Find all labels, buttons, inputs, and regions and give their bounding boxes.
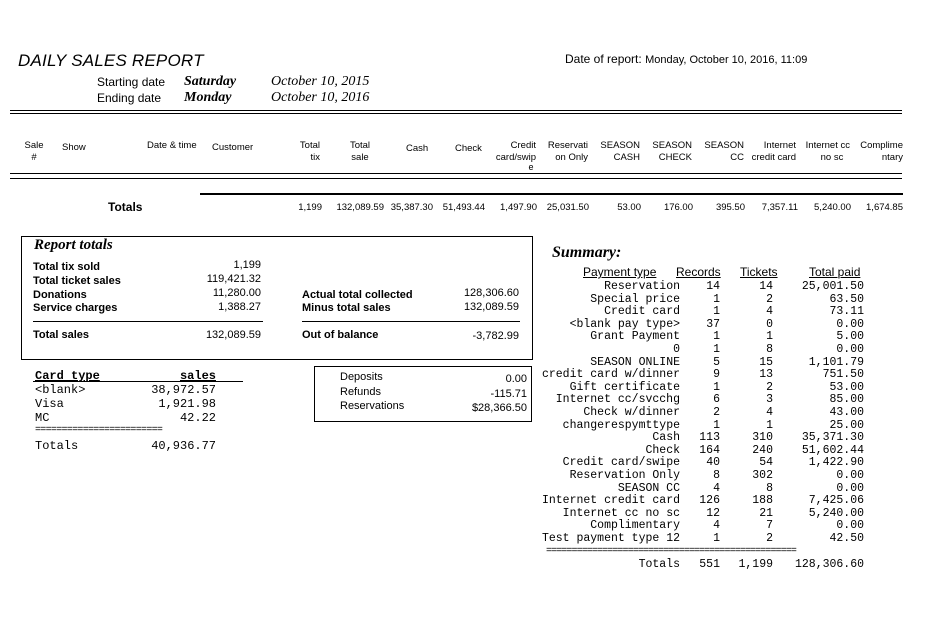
summary-row-paid: 25.00 <box>829 418 864 432</box>
col-season-cc: SEASON CC <box>704 140 744 163</box>
summary-row-type: Complimentary <box>590 519 680 533</box>
col-sale: Sale # <box>24 140 44 163</box>
rt-label: Total ticket sales <box>33 275 121 287</box>
divider <box>10 178 902 179</box>
summary-row-tickets: 3 <box>766 393 773 407</box>
summary-row-records: 1 <box>713 305 720 319</box>
summary-row-tickets: 21 <box>759 506 773 520</box>
summary-row-type: Check w/dinner <box>583 406 680 419</box>
totals-reservation: 25,031.50 <box>546 202 589 213</box>
summary-row <box>540 369 870 382</box>
minus-total-sales-label: Minus total sales <box>302 302 391 314</box>
card-separator: ======================== <box>35 425 163 436</box>
card-type: MC <box>35 411 50 425</box>
rt-label: Total tix sold <box>33 261 101 273</box>
report-title: DAILY SALES REPORT <box>18 51 204 70</box>
summary-row <box>540 294 870 307</box>
summary-row-type: Credit card/swipe <box>562 456 680 470</box>
summary-row-type: Reservation <box>604 280 680 293</box>
summary-row-records: 1 <box>713 532 720 545</box>
totals-check: 51,493.44 <box>442 202 485 213</box>
totals-credit: 1,497.90 <box>500 202 537 213</box>
summary-header-tickets: Tickets <box>740 265 778 279</box>
col-internet-cc: Internet credit card <box>751 140 796 163</box>
summary-row-paid: 51,602.44 <box>801 443 864 457</box>
summary-row-records: 40 <box>706 456 720 470</box>
summary-row-type: credit card w/dinner <box>541 368 680 382</box>
summary-row-type: Internet credit card <box>541 494 680 508</box>
summary-row-records: 6 <box>713 393 720 407</box>
totals-season-cash: 53.00 <box>617 202 641 213</box>
summary-row-records: 4 <box>713 519 720 533</box>
col-season-cash: SEASON CASH <box>600 140 640 163</box>
summary-row-records: 37 <box>706 317 720 331</box>
summary-row-records: 14 <box>706 280 720 293</box>
rt-value: 1,199 <box>233 259 261 271</box>
summary-row-tickets: 15 <box>759 355 773 369</box>
starting-date: October 10, 2015 <box>271 74 370 89</box>
totals-internet-cc-no-sc: 5,240.00 <box>814 202 851 213</box>
totals-complimentary: 1,674.85 <box>866 202 903 213</box>
summary-row-type: Reservation Only <box>569 469 680 482</box>
totals-sale: 132,089.59 <box>336 202 384 213</box>
summary-totals-tickets: 1,199 <box>738 558 773 571</box>
summary-row-type: Test payment type 12 <box>541 532 680 545</box>
summary-row <box>540 306 870 319</box>
summary-row-type: Internet cc/svcchg <box>555 393 680 407</box>
summary-row-paid: 0.00 <box>836 469 864 482</box>
summary-row-tickets: 310 <box>752 431 773 445</box>
summary-separator: ================================================= <box>546 546 796 557</box>
summary-row-records: 113 <box>699 431 720 445</box>
report-date <box>565 52 807 66</box>
card-type: Visa <box>35 397 64 411</box>
total-sales-value: 132,089.59 <box>205 329 261 341</box>
summary-row-tickets: 240 <box>752 443 773 457</box>
report-date-label: Date of report: <box>565 52 642 66</box>
rt-value: 119,421.32 <box>206 273 261 285</box>
summary-row-type: Grant Payment <box>590 330 680 344</box>
divider <box>302 321 520 322</box>
summary-row-records: 4 <box>713 481 720 495</box>
totals-tix: 1,199 <box>298 202 322 213</box>
summary-row-tickets: 4 <box>766 406 773 419</box>
ending-date-label: Ending date <box>97 91 162 105</box>
summary-row-type: Internet cc no sc <box>562 506 680 520</box>
summary-row-type: SEASON CC <box>617 481 680 495</box>
divider <box>10 173 902 174</box>
summary-row-records: 1 <box>713 418 720 432</box>
card-type-header: Card type <box>35 369 100 383</box>
reservations-value: $28,366.50 <box>471 402 527 414</box>
summary-row-paid: 25,001.50 <box>801 280 864 293</box>
summary-row-records: 1 <box>713 380 720 394</box>
col-total-sale: Total sale <box>349 140 371 163</box>
refunds-value: -115.71 <box>490 388 527 400</box>
divider <box>33 321 263 322</box>
summary-row-records: 5 <box>713 355 720 369</box>
summary-row-tickets: 2 <box>766 380 773 394</box>
col-cash: Cash <box>406 143 429 154</box>
summary-row-tickets: 2 <box>766 292 773 306</box>
summary-row-type: changerespymttype <box>562 418 680 432</box>
summary-totals-label: Totals <box>638 558 680 571</box>
col-customer: Customer <box>212 142 254 153</box>
summary-row <box>540 331 870 344</box>
summary-header-records: Records <box>676 265 721 279</box>
divider <box>10 110 902 111</box>
summary-row-paid: 35,371.30 <box>801 431 864 445</box>
summary-row-tickets: 7 <box>766 519 773 533</box>
summary-row-paid: 5.00 <box>836 330 864 344</box>
out-of-balance-value: -3,782.99 <box>472 330 519 342</box>
summary-row-type: Gift certificate <box>569 380 680 394</box>
summary-row-tickets: 14 <box>759 280 773 293</box>
summary-row-records: 9 <box>713 368 720 382</box>
summary-row-tickets: 8 <box>766 343 773 356</box>
col-check: Check <box>455 143 482 154</box>
summary-row-type: 0 <box>673 343 680 356</box>
summary-row-paid: 42.50 <box>829 532 864 545</box>
out-of-balance-label: Out of balance <box>302 329 379 341</box>
summary-row-tickets: 1 <box>766 330 773 344</box>
divider <box>33 381 243 382</box>
summary-row <box>540 344 870 357</box>
card-sales: 1,921.98 <box>158 397 216 411</box>
summary-row-records: 164 <box>699 443 720 457</box>
actual-collected-label: Actual total collected <box>302 289 413 301</box>
summary-row <box>540 407 870 420</box>
card-totals-value: 40,936.77 <box>151 439 216 453</box>
summary-row-records: 126 <box>699 494 720 508</box>
summary-row-tickets: 302 <box>752 469 773 482</box>
summary-row-paid: 53.00 <box>829 380 864 394</box>
refunds-label: Refunds <box>340 386 381 398</box>
summary-row-tickets: 188 <box>752 494 773 508</box>
col-total-tix: Total tix <box>299 140 320 163</box>
starting-day: Saturday <box>184 74 237 89</box>
summary-totals-records: 551 <box>699 558 720 571</box>
summary-row-records: 1 <box>713 343 720 356</box>
summary-title: Summary: <box>552 244 622 261</box>
report-totals-title: Report totals <box>34 237 113 253</box>
card-sales: 42.22 <box>179 411 216 425</box>
summary-row-tickets: 1 <box>766 418 773 432</box>
summary-row-tickets: 54 <box>759 456 773 470</box>
summary-row-paid: 1,101.79 <box>808 355 864 369</box>
summary-row-tickets: 4 <box>766 305 773 319</box>
summary-row <box>540 533 870 546</box>
totals-cash: 35,387.30 <box>390 202 433 213</box>
summary-row-type: SEASON ONLINE <box>590 355 680 369</box>
summary-totals-row <box>540 559 870 572</box>
summary-row-type: Cash <box>652 431 680 445</box>
summary-row-type: Credit card <box>604 305 680 319</box>
totals-internet-cc: 7,357.11 <box>761 202 798 213</box>
summary-row-records: 8 <box>713 469 720 482</box>
totals-season-check: 176.00 <box>663 202 693 213</box>
summary-row <box>540 281 870 294</box>
rt-value: 1,388.27 <box>218 301 261 313</box>
summary-row-paid: 751.50 <box>822 368 864 382</box>
summary-row-tickets: 8 <box>766 481 773 495</box>
summary-row <box>540 432 870 445</box>
report-date-value: Monday, October 10, 2016, 11:09 <box>645 54 808 66</box>
ending-day: Monday <box>184 90 232 105</box>
summary-row-paid: 73.11 <box>829 305 864 319</box>
col-datetime: Date & time <box>147 140 197 151</box>
ending-date: October 10, 2016 <box>271 90 370 105</box>
minus-total-sales-value: 132,089.59 <box>463 301 519 313</box>
summary-row-paid: 43.00 <box>829 406 864 419</box>
rt-label: Donations <box>33 289 87 301</box>
summary-row-type: Special price <box>590 292 680 306</box>
summary-row-paid: 1,422.90 <box>808 456 864 470</box>
summary-row-paid: 0.00 <box>836 343 864 356</box>
total-sales-label: Total sales <box>33 329 90 341</box>
summary-row-type: <blank pay type> <box>569 317 680 331</box>
rt-value: 11,280.00 <box>212 287 261 299</box>
summary-totals-paid: 128,306.60 <box>794 558 864 571</box>
col-reservation: Reservati on Only <box>547 140 588 163</box>
summary-row-paid: 7,425.06 <box>808 494 864 508</box>
actual-collected-value: 128,306.60 <box>463 287 519 299</box>
starting-date-label: Starting date <box>97 75 166 89</box>
summary-row-records: 2 <box>713 406 720 419</box>
col-show: Show <box>62 142 86 153</box>
summary-row-tickets: 13 <box>759 368 773 382</box>
deposits-value: 0.00 <box>505 373 527 385</box>
summary-header-paid: Total paid <box>809 265 861 279</box>
deposits-label: Deposits <box>340 371 383 383</box>
totals-season-cc: 395.50 <box>715 202 745 213</box>
summary-row-paid: 0.00 <box>836 481 864 495</box>
summary-row <box>540 470 870 483</box>
card-type: <blank> <box>35 383 86 397</box>
card-totals-label: Totals <box>35 439 79 453</box>
col-internet-cc-no-sc: Internet cc no sc <box>805 140 850 163</box>
totals-rule <box>200 193 903 195</box>
summary-row-records: 12 <box>706 506 720 520</box>
col-season-check: SEASON CHECK <box>652 140 692 163</box>
summary-row-records: 1 <box>713 292 720 306</box>
col-complimentary: Complime ntary <box>860 140 903 163</box>
summary-row <box>540 495 870 508</box>
summary-row-tickets: 2 <box>766 532 773 545</box>
card-sales-header: sales <box>179 369 216 383</box>
totals-label: Totals <box>108 200 143 214</box>
reservations-label: Reservations <box>340 400 405 412</box>
summary-row-paid: 0.00 <box>836 519 864 533</box>
summary-row-paid: 63.50 <box>829 292 864 306</box>
card-sales: 38,972.57 <box>151 383 216 397</box>
summary-row-records: 1 <box>713 330 720 344</box>
summary-row-paid: 0.00 <box>836 317 864 331</box>
summary-row-paid: 85.00 <box>829 393 864 407</box>
summary-header-type: Payment type <box>583 265 657 279</box>
divider <box>10 113 902 114</box>
summary-row-tickets: 0 <box>766 317 773 331</box>
col-credit: Credit card/swip e <box>495 140 536 172</box>
rt-label: Service charges <box>33 302 118 314</box>
summary-row-type: Check <box>645 443 680 457</box>
summary-row-paid: 5,240.00 <box>808 506 864 520</box>
